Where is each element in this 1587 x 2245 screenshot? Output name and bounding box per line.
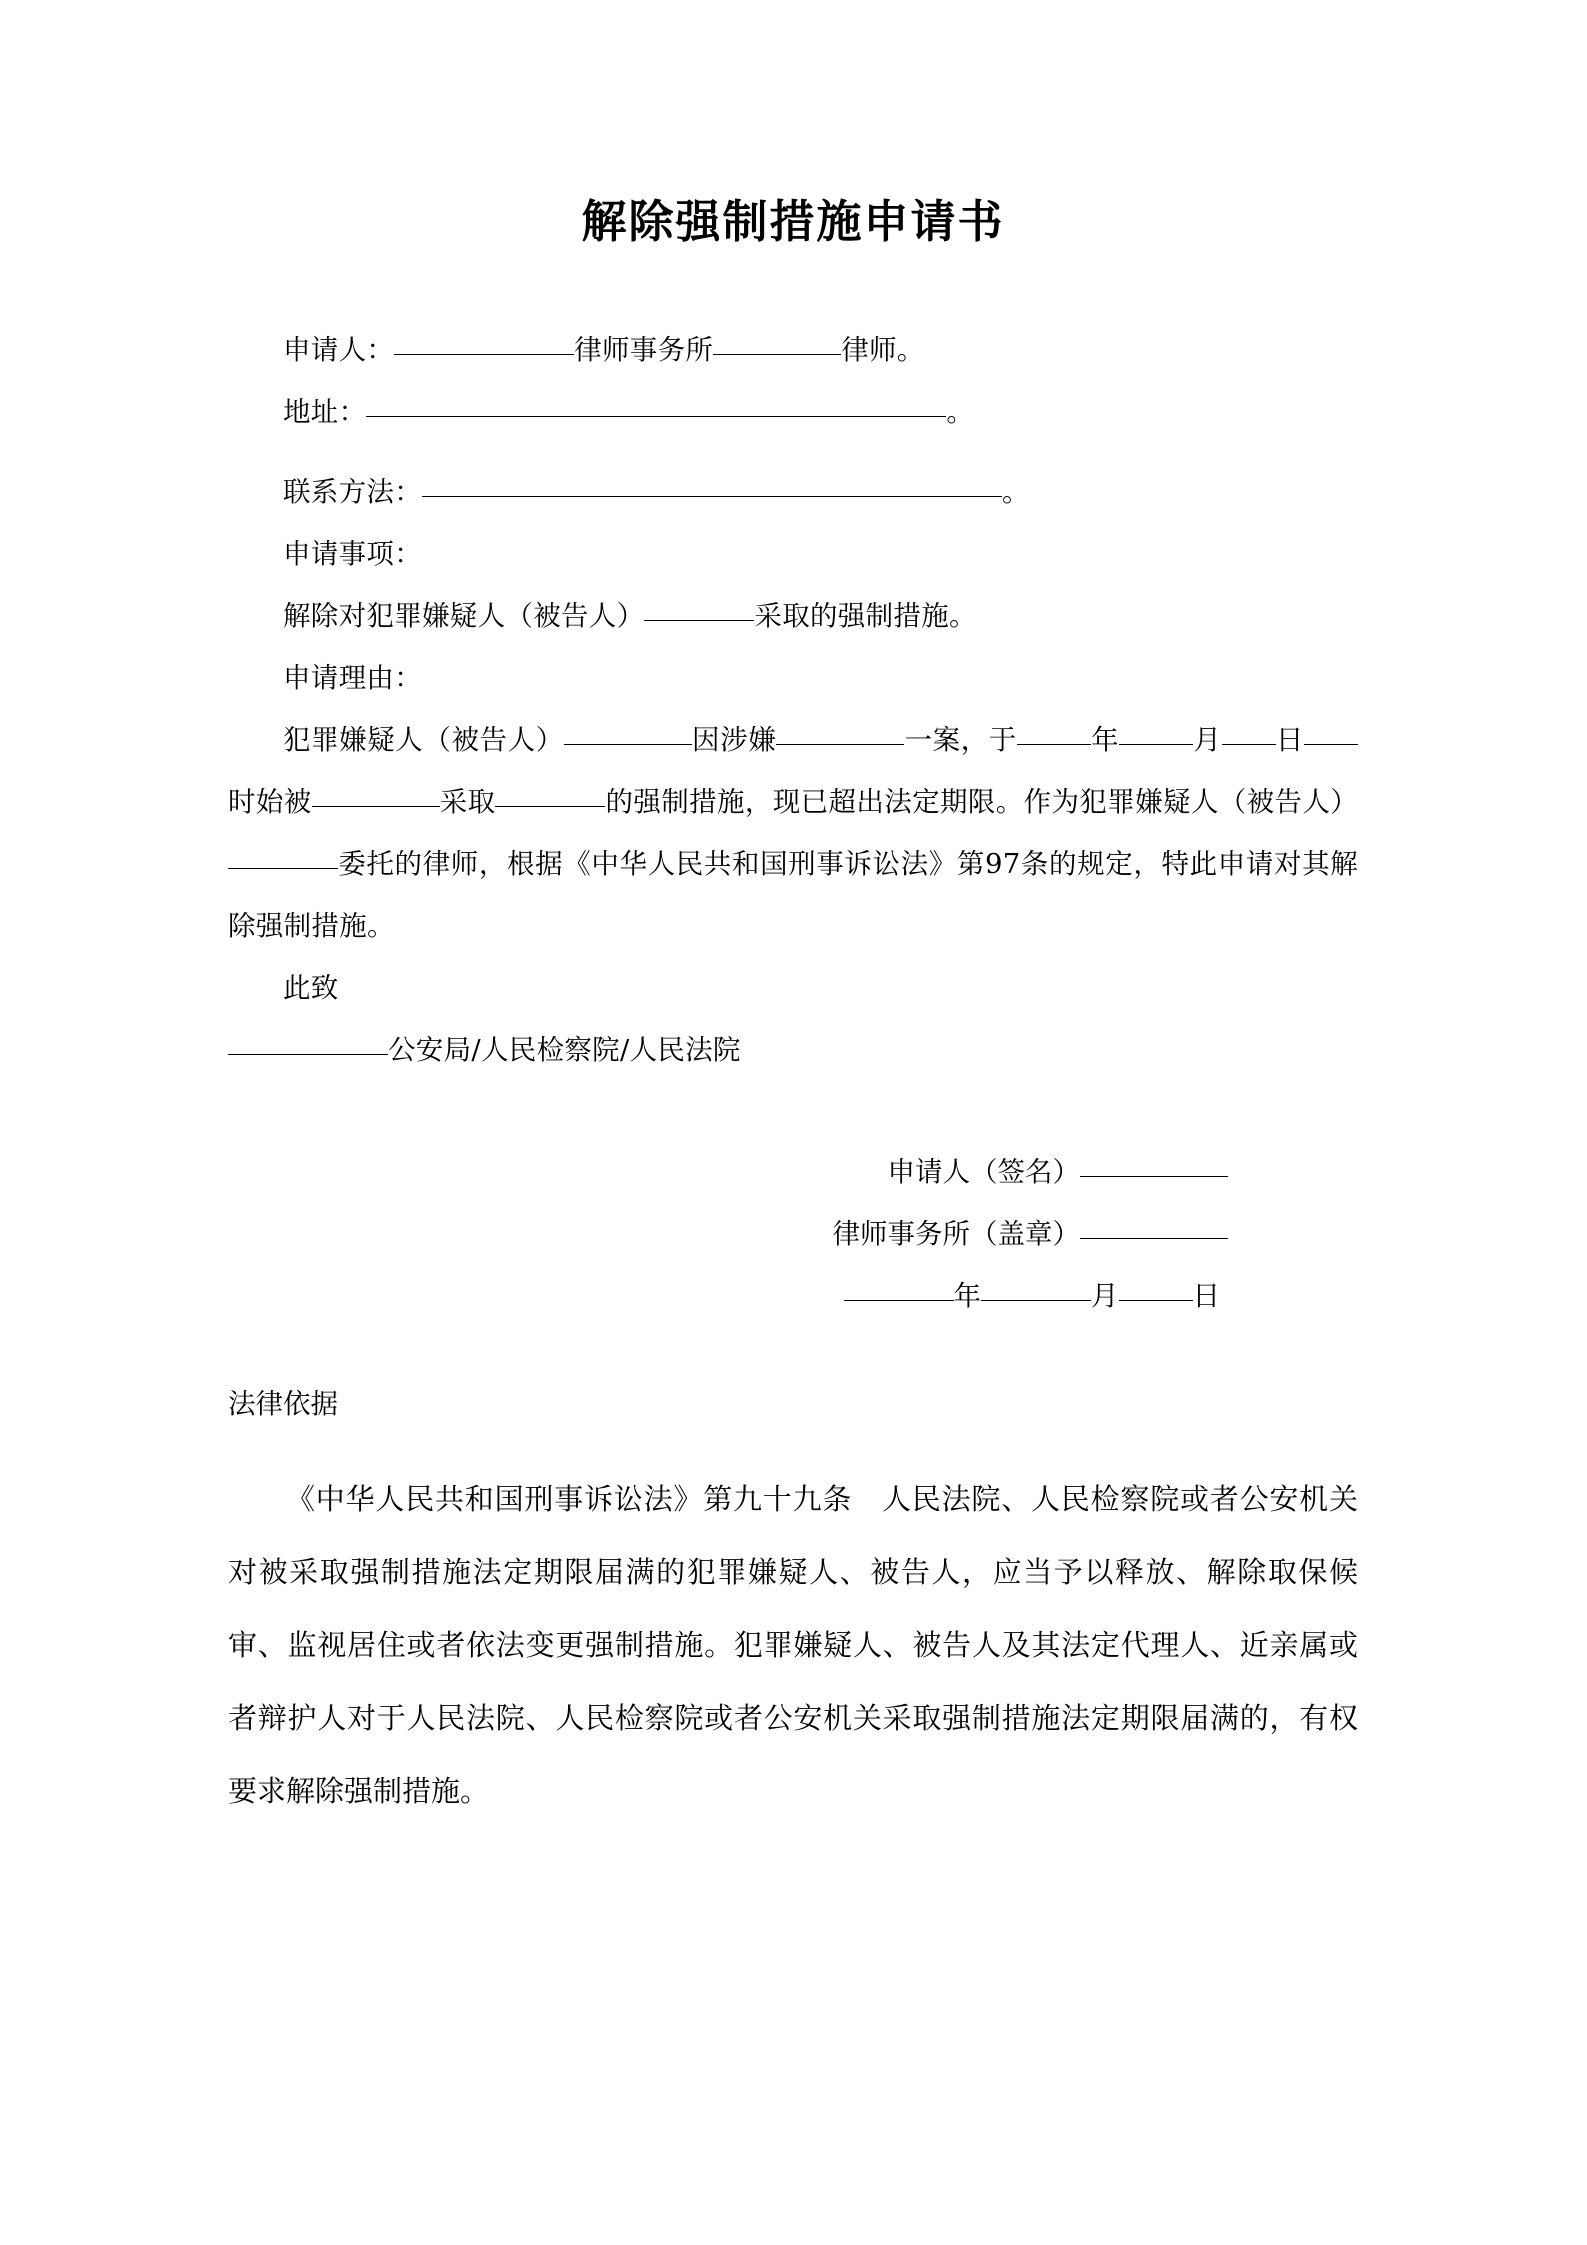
- legal-basis-text: 《中华人民共和国刑事诉讼法》第九十九条 人民法院、人民检察院或者公安机关对被采取强制措施法定期限届满的犯罪嫌疑人、被告人，应当予以释放、解除取保候审、监视居住或者依法变更强制措施。犯罪嫌疑人、被告人及其法定代理人、近亲属或者辩护人对于人民法院、人民检察院或者公安机关采取强制措施法定期限届满的，有权要求解除强制措施。: [228, 1481, 1358, 1808]
- reason-seg2: 因涉嫌: [691, 724, 777, 756]
- title-spacer: [228, 249, 1358, 319]
- signature-firm-blank[interactable]: [1080, 1212, 1228, 1239]
- request-item-pre: 解除对犯罪嫌疑人（被告人）: [283, 600, 645, 632]
- signature-month-blank[interactable]: [981, 1274, 1091, 1301]
- closing-recipient: 公安局/人民检察院/人民法院: [388, 1034, 741, 1066]
- applicant-lawyer-blank[interactable]: [713, 328, 841, 355]
- legal-basis-heading: 法律依据: [228, 1388, 338, 1420]
- request-item-heading: 申请事项：: [283, 538, 422, 570]
- reason-seg3: 一案，于: [904, 724, 1017, 756]
- reason-day-blank[interactable]: [1222, 718, 1276, 745]
- reason-year-blank[interactable]: [1017, 718, 1091, 745]
- recipient-blank[interactable]: [228, 1028, 388, 1055]
- reason-seg5: 月: [1193, 724, 1222, 756]
- signature-day-blank[interactable]: [1119, 1274, 1193, 1301]
- contact-label: 联系方法：: [283, 476, 422, 508]
- applicant-label: 申请人：: [283, 334, 395, 366]
- request-reason-heading: 申请理由：: [283, 662, 422, 694]
- signature-date-line: [228, 1265, 1228, 1327]
- reason-measure-blank[interactable]: [495, 780, 605, 807]
- signature-month-label: 月: [1091, 1280, 1119, 1312]
- request-item-post: 采取的强制措施。: [754, 600, 977, 632]
- address-label: 地址：: [283, 396, 367, 428]
- spacer-1: [228, 443, 1358, 461]
- applicant-line: [228, 319, 1358, 381]
- signature-firm-line: [228, 1203, 1228, 1265]
- request-reason-body: [228, 709, 1358, 957]
- reason-seg6: 日: [1275, 724, 1304, 756]
- address-blank[interactable]: [366, 390, 946, 417]
- reason-seg9: 的强制措施，现已超出法定期限。作为犯罪嫌疑人（被告人）: [605, 786, 1358, 818]
- reason-charge-blank[interactable]: [776, 718, 904, 745]
- reason-seg8: 采取: [439, 786, 496, 818]
- applicant-lawyer-suffix: 律师。: [841, 334, 925, 366]
- signature-year-label: 年: [953, 1280, 981, 1312]
- reason-seg4: 年: [1090, 724, 1120, 756]
- contact-line: [228, 461, 1358, 523]
- contact-period: 。: [1002, 476, 1030, 508]
- signature-year-blank[interactable]: [844, 1274, 954, 1301]
- contact-blank[interactable]: [422, 470, 1002, 497]
- reason-authority-blank[interactable]: [312, 780, 440, 807]
- reason-entrust-blank[interactable]: [228, 842, 338, 869]
- signature-firm-label: 律师事务所（盖章）: [832, 1218, 1080, 1250]
- signature-block: [228, 1141, 1358, 1327]
- reason-seg10: 委托的律师，根据《中华人民共和国刑事诉讼法》第97条的规定，特此申请对其解除强制措施。: [228, 848, 1358, 942]
- address-line: [228, 381, 1358, 443]
- signature-day-label: 日: [1192, 1280, 1220, 1312]
- signature-applicant-line: [228, 1141, 1228, 1203]
- signature-applicant-label: 申请人（签名）: [887, 1156, 1080, 1188]
- address-period: 。: [946, 396, 975, 428]
- closing-recipient-line: [228, 1019, 1358, 1081]
- applicant-firm-blank[interactable]: [394, 328, 574, 355]
- reason-hour-blank[interactable]: [1304, 718, 1358, 745]
- request-item-body: [228, 585, 1358, 647]
- applicant-firm-suffix: 律师事务所: [574, 334, 714, 366]
- document-content: [228, 0, 1358, 1828]
- reason-seg1: 犯罪嫌疑人（被告人）: [283, 724, 564, 756]
- reason-suspect-blank[interactable]: [564, 718, 692, 745]
- closing-cizhi: 此致: [283, 972, 339, 1004]
- reason-seg7: 时始被: [228, 786, 312, 818]
- request-item-blank[interactable]: [644, 594, 754, 621]
- page-title: 解除强制措施申请书: [581, 195, 1005, 248]
- signature-applicant-blank[interactable]: [1080, 1150, 1228, 1177]
- reason-month-blank[interactable]: [1119, 718, 1193, 745]
